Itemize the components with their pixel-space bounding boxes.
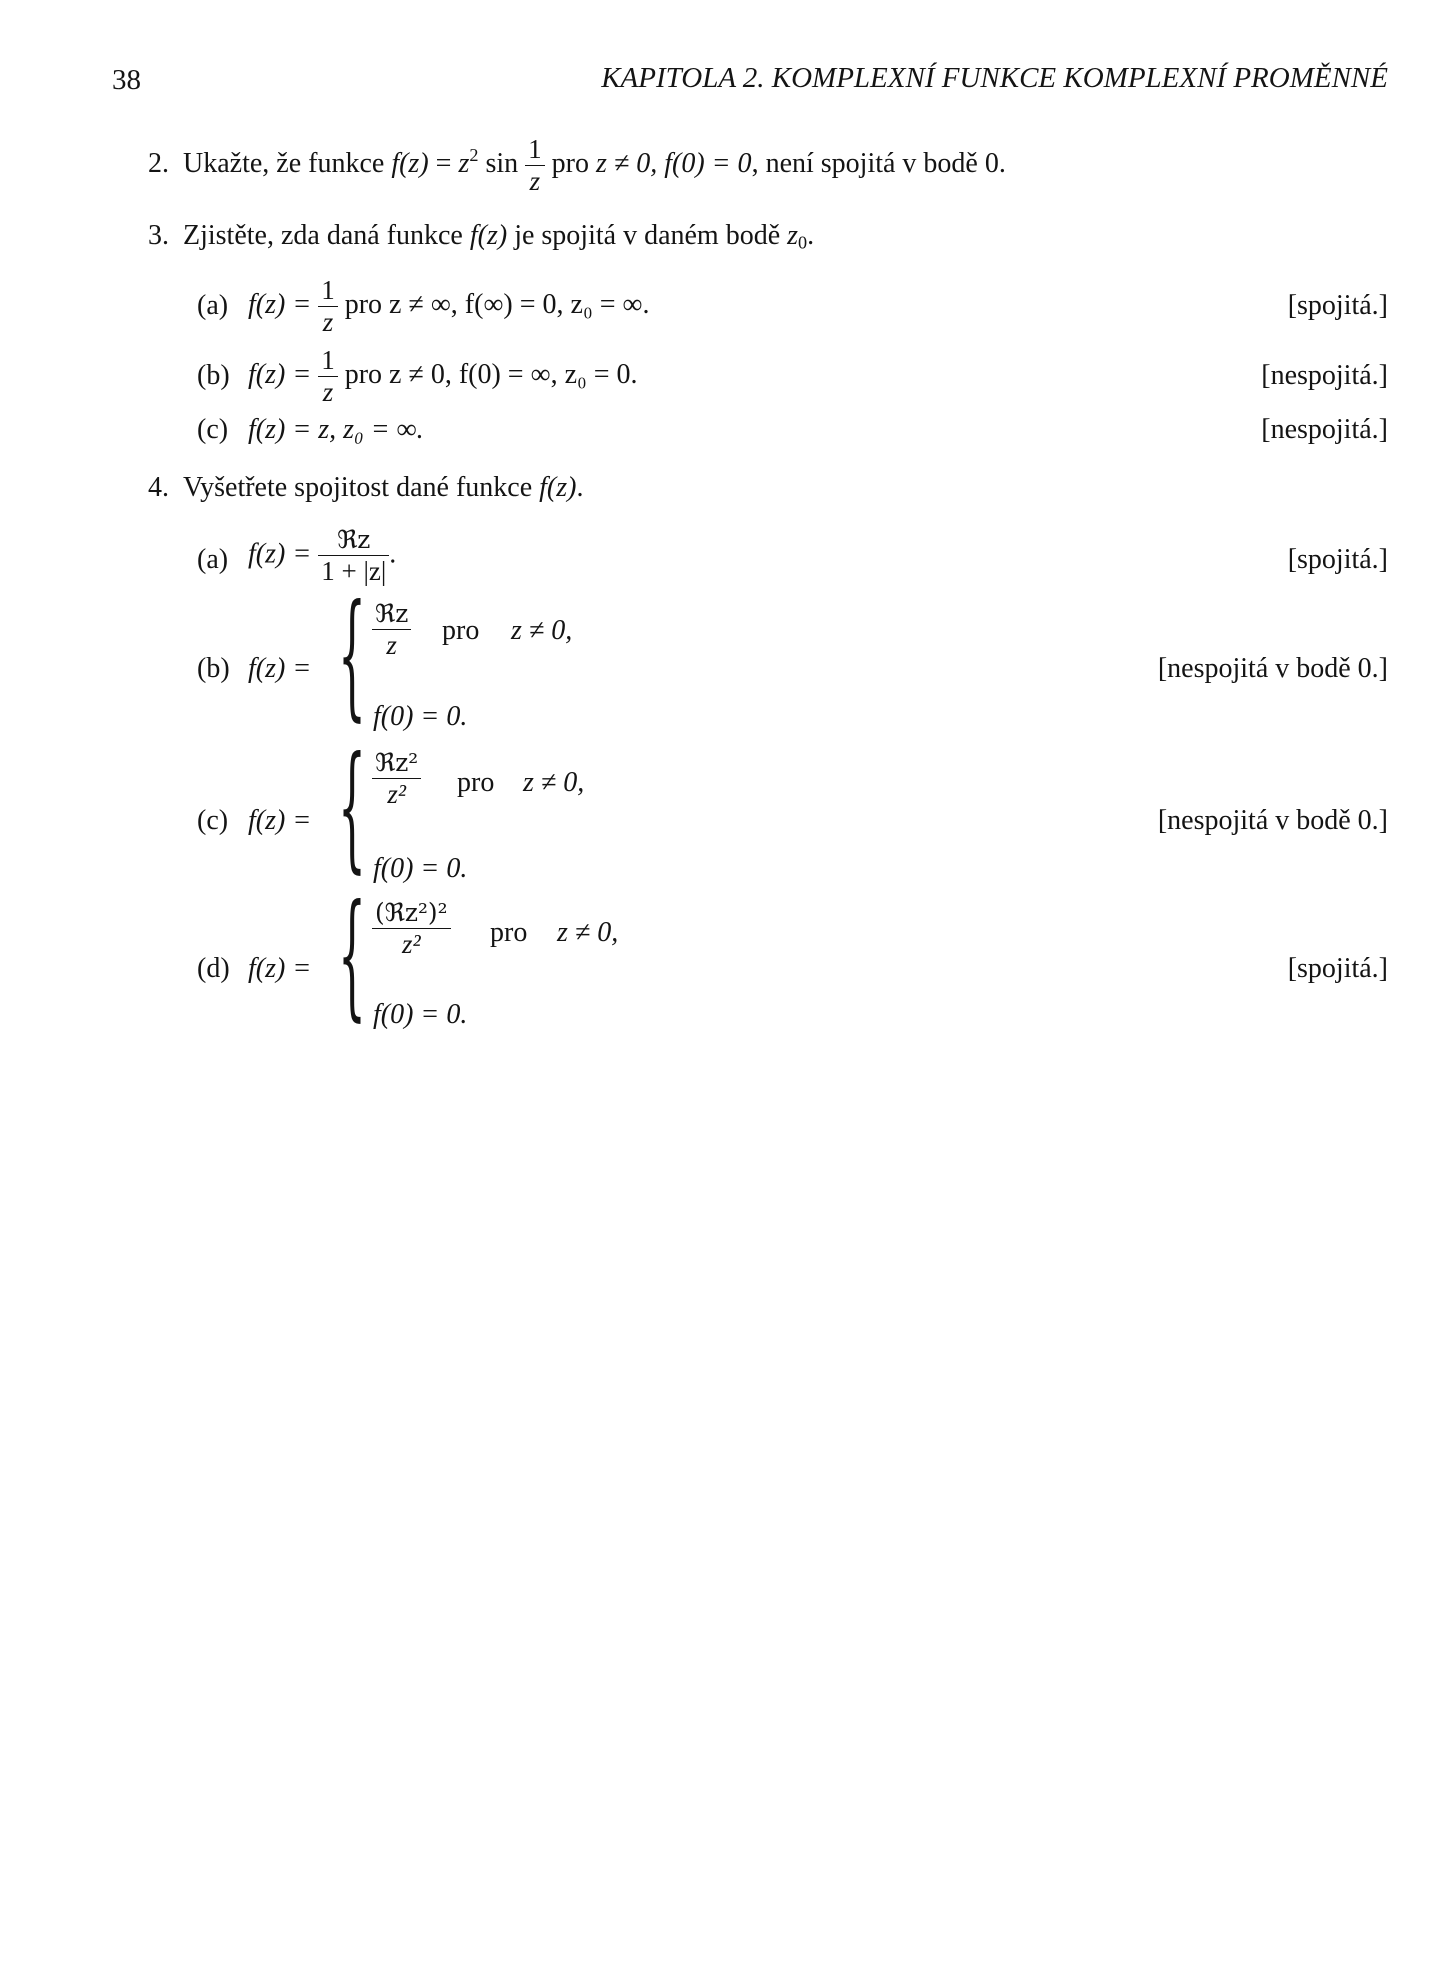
exercise-4d-case1-num: (ℜz²)² [372, 899, 451, 929]
exercise-3b-rest: pro z ≠ 0, f(0) = ∞, z₀ = 0. [337, 358, 638, 390]
exercise-4b-case1-num: ℜz [372, 600, 411, 630]
exercise-4a-frac-den: 1 + |z| [321, 555, 387, 586]
exercise-4d-case1-pro: pro [490, 917, 528, 948]
exercise-4c-brace: { [338, 729, 366, 888]
exercise-3b-fraction [318, 345, 338, 408]
exercise-4b-lhs: f(z) = [248, 653, 312, 684]
exercise-4a-rest: . [389, 538, 397, 570]
exercise-3-fz: f(z) [469, 220, 508, 251]
exercise-4d-case1 [372, 899, 451, 960]
exercise-4b-case2: f(0) = 0. [373, 701, 468, 732]
exercise-2-sin: sin [478, 147, 526, 179]
exercise-4c-case1 [372, 749, 421, 810]
exercise-3a-lhs: f(z) = [248, 288, 319, 320]
exercise-4a-label: (a) [197, 544, 229, 575]
exercise-4b-case1-fraction [372, 600, 411, 661]
exercise-4-text-b: . [576, 472, 584, 503]
exercise-4-number: 4. [148, 472, 169, 503]
running-head: KAPITOLA 2. KOMPLEXNÍ FUNKCE KOMPLEXNÍ PROMĚNNÉ [601, 62, 1388, 94]
exercise-4d-brace: { [338, 877, 366, 1036]
exercise-4d-case1-fraction [372, 899, 451, 960]
exercise-3c-label: (c) [197, 414, 229, 445]
exercise-4b-brace: { [338, 577, 366, 736]
exercise-4c-lhs: f(z) = [248, 805, 312, 836]
exercise-2-fz: f(z) [391, 147, 429, 179]
exercise-4a-answer: [spojitá.] [1287, 544, 1388, 575]
exercise-2-text-a: Ukažte, že funkce [183, 147, 392, 179]
exercise-2-f0: f(0) = 0 [664, 147, 752, 179]
exercise-3b-frac-num: 1 [318, 345, 338, 377]
exercise-3-text [183, 220, 815, 253]
exercise-3a-label: (a) [197, 290, 229, 321]
exercise-3c-formula: f(z) = z, z₀ = ∞. [248, 414, 424, 445]
exercise-4d-case1-cond: z ≠ 0, [557, 917, 619, 948]
exercise-4b-case1 [372, 600, 411, 661]
page-number: 38 [112, 64, 141, 96]
exercise-2-text-b: pro [544, 147, 596, 179]
exercise-3b-answer: [nespojitá.] [1261, 360, 1388, 391]
exercise-2-fraction [525, 134, 545, 197]
exercise-3b-frac-den: z [322, 377, 334, 408]
exercise-3a-answer: [spojitá.] [1287, 290, 1388, 321]
exercise-4d-case2: f(0) = 0. [373, 999, 468, 1030]
exercise-4c-case2: f(0) = 0. [373, 853, 468, 884]
exercise-4c-case1-num: ℜz² [372, 749, 421, 779]
exercise-4a-lhs: f(z) = [248, 538, 319, 570]
exercise-3a-fraction [318, 275, 338, 338]
exercise-3b-lhs: f(z) = [248, 358, 319, 390]
exercise-4b-case1-pro: pro [442, 615, 480, 646]
exercise-2-square: 2 [469, 145, 479, 166]
exercise-4-text-a: Vyšetřete spojitost dané funkce [183, 472, 540, 503]
exercise-2-frac-num: 1 [525, 134, 545, 166]
exercise-4c-case1-fraction [372, 749, 421, 810]
exercise-4-fz: f(z) [539, 472, 577, 503]
exercise-4b-case1-den: z [386, 629, 397, 660]
exercise-2-text [183, 134, 1006, 197]
exercise-3-text-b: je spojitá v daném bodě [507, 220, 788, 251]
exercise-3-z0-sub: 0 [798, 232, 808, 253]
exercise-2-cond: z ≠ 0, [595, 147, 665, 179]
exercise-4a-formula [248, 526, 396, 587]
exercise-4b-label: (b) [197, 653, 230, 684]
exercise-4b-answer: [nespojitá v bodě 0.] [1157, 653, 1388, 684]
exercise-4d-label: (d) [197, 953, 230, 984]
exercise-4c-answer: [nespojitá v bodě 0.] [1157, 805, 1388, 836]
exercise-2-z: z [458, 147, 470, 179]
exercise-4c-label: (c) [197, 805, 229, 836]
exercise-3a-rest: pro z ≠ ∞, f(∞) = 0, z₀ = ∞. [337, 288, 650, 320]
exercise-3-text-c: . [807, 220, 815, 251]
exercise-3b-formula [248, 345, 638, 408]
exercise-3-z0: z [787, 220, 799, 251]
exercise-3-text-a: Zjistěte, zda daná funkce [183, 220, 470, 251]
exercise-4-text [183, 474, 583, 502]
exercise-4c-case1-den: z² [387, 778, 406, 809]
exercise-4b-case1-cond: z ≠ 0, [511, 615, 573, 646]
exercise-4a-frac-num: ℜz [318, 526, 389, 556]
exercise-3c-answer: [nespojitá.] [1261, 414, 1388, 445]
exercise-3a-frac-num: 1 [318, 275, 338, 307]
exercise-4d-lhs: f(z) = [248, 953, 312, 984]
exercise-3-number: 3. [148, 220, 169, 251]
exercise-2-number: 2. [148, 148, 169, 179]
exercise-3a-formula [248, 275, 649, 338]
exercise-2-text-c: , není spojitá v bodě 0. [751, 147, 1006, 179]
exercise-3a-frac-den: z [322, 307, 334, 338]
exercise-4c-case1-cond: z ≠ 0, [523, 767, 585, 798]
exercise-4c-case1-pro: pro [457, 767, 495, 798]
exercise-4d-case1-den: z² [401, 928, 421, 959]
exercise-2-eq: = [428, 147, 459, 179]
exercise-3b-label: (b) [197, 360, 230, 391]
exercise-2-frac-den: z [529, 166, 541, 197]
exercise-4d-answer: [spojitá.] [1287, 953, 1388, 984]
